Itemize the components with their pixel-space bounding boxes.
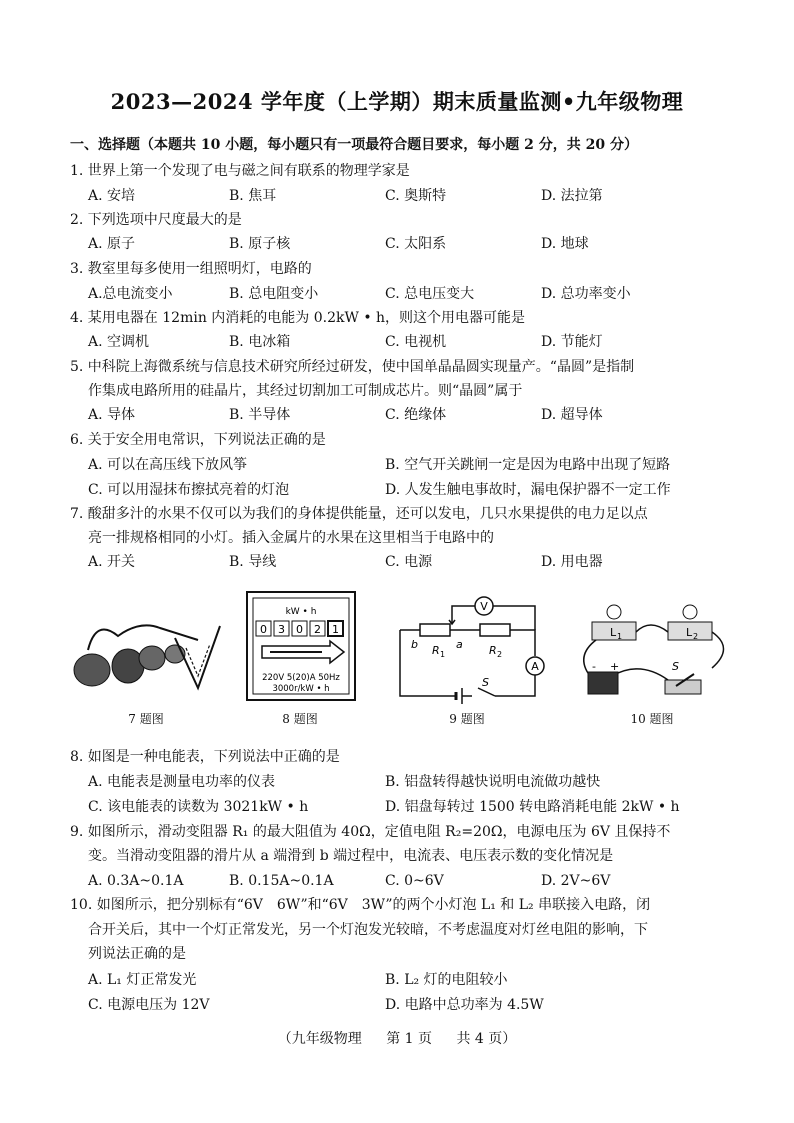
- q7-stem-line1: 7. 酸甜多汁的水果不仅可以为我们的身体提供能量，还可以发电，几只水果提供的电力足以点: [70, 506, 648, 522]
- meter-digit: 0: [296, 623, 303, 636]
- q10-option-a: A. L₁ 灯正常发光: [88, 972, 197, 988]
- q3-option-d: D. 总功率变小: [541, 286, 631, 302]
- q2-option-c: C. 太阳系: [385, 236, 447, 252]
- exam-title: 2023—2024 学年度（上学期）期末质量监测•九年级物理: [110, 89, 684, 114]
- q3-option-c: C. 总电压变大: [385, 286, 475, 302]
- q8-option-a: A. 电能表是测量电功率的仪表: [88, 774, 276, 790]
- terminal-a-label: a: [456, 638, 463, 651]
- q10-option-c: C. 电源电压为 12V: [88, 997, 210, 1013]
- bulb-circuit-figure: [584, 605, 724, 694]
- q10-stem-line2: 合开关后，其中一个灯正常发光，另一个灯泡发光较暗，不考虑温度对灯丝电阻的影响，下: [88, 922, 648, 938]
- l1-subscript: 1: [617, 632, 623, 641]
- r1-label: R: [432, 644, 440, 657]
- q2-stem: 2. 下列选项中尺度最大的是: [70, 212, 242, 228]
- meter-digit: 1: [332, 623, 339, 636]
- caption-fig9: 9 题图: [449, 712, 485, 726]
- q9-stem-line2: 变。当滑动变阻器的滑片从 a 端滑到 b 端过程中，电流表、电压表示数的变化情况是: [88, 848, 614, 864]
- q9-stem-line1: 9. 如图所示，滑动变阻器 R₁ 的最大阻值为 40Ω，定值电阻 R₂=20Ω，电源电压为 6V 且保持不: [70, 824, 671, 840]
- q7-option-a: A. 开关: [88, 554, 136, 570]
- q3-stem: 3. 教室里每多使用一组照明灯，电路的: [70, 261, 312, 277]
- q4-option-a: A. 空调机: [88, 334, 150, 350]
- meter-spec-1: 220V 5(20)A 50Hz: [262, 673, 340, 683]
- q1-option-c: C. 奥斯特: [385, 188, 447, 204]
- terminal-b-label: b: [411, 638, 418, 651]
- caption-fig7: 7 题图: [128, 712, 164, 726]
- q6-option-c: C. 可以用湿抹布擦拭亮着的灯泡: [88, 482, 290, 498]
- q6-option-b: B. 空气开关跳闸一定是因为电路中出现了短路: [385, 457, 671, 473]
- q9-option-a: A. 0.3A~0.1A: [88, 873, 184, 889]
- l2-subscript: 2: [693, 632, 699, 641]
- q9-option-c: C. 0~6V: [385, 873, 444, 889]
- voltmeter-label: V: [480, 600, 488, 613]
- figures-row: [0, 588, 794, 713]
- switch-s-label: S: [482, 676, 489, 689]
- q6-stem: 6. 关于安全用电常识，下列说法正确的是: [70, 432, 326, 448]
- meter-spec-2: 3000r/kW • h: [272, 684, 330, 694]
- ammeter-label: A: [531, 660, 539, 673]
- q2-option-d: D. 地球: [541, 236, 589, 252]
- page-footer: [0, 1028, 794, 1048]
- q1-stem: 1. 世界上第一个发现了电与磁之间有联系的物理学家是: [70, 163, 410, 179]
- q8-option-c: C. 该电能表的读数为 3021kW • h: [88, 799, 309, 815]
- q9-option-b: B. 0.15A~0.1A: [229, 873, 334, 889]
- q7-option-c: C. 电源: [385, 554, 433, 570]
- battery-plus: +: [610, 660, 620, 673]
- q6-option-a: A. 可以在高压线下放风筝: [88, 457, 248, 473]
- q3-option-a: A.总电流变小: [88, 286, 173, 302]
- q5-option-a: A. 导体: [88, 407, 136, 423]
- q10-option-b: B. L₂ 灯的电阻较小: [385, 972, 508, 988]
- q8-stem: 8. 如图是一种电能表，下列说法中正确的是: [70, 749, 340, 765]
- r1-subscript: 1: [440, 650, 446, 659]
- q7-option-d: D. 用电器: [541, 554, 603, 570]
- q5-option-b: B. 半导体: [229, 407, 291, 423]
- footer-subject: （九年级物理: [277, 1031, 362, 1047]
- q2-option-b: B. 原子核: [229, 236, 291, 252]
- q7-stem-line2: 亮一排规格相同的小灯。插入金属片的水果在这里相当于电路中的: [88, 530, 494, 546]
- q5-stem-line1: 5. 中科院上海微系统与信息技术研究所经过研发，使中国单晶晶圆实现量产。“晶圆”是指制: [70, 359, 635, 375]
- q4-option-d: D. 节能灯: [541, 334, 603, 350]
- q9-option-d: D. 2V~6V: [541, 873, 611, 889]
- battery-minus: -: [592, 660, 596, 673]
- q7-option-b: B. 导线: [229, 554, 277, 570]
- q5-option-c: C. 绝缘体: [385, 407, 447, 423]
- q5-option-d: D. 超导体: [541, 407, 603, 423]
- meter-digit: 2: [314, 623, 321, 636]
- q1-option-d: D. 法拉第: [541, 188, 603, 204]
- section-heading: 一、选择题（本题共 10 小题，每小题只有一项最符合题目要求，每小题 2 分，共 20 分）: [70, 137, 638, 153]
- switch-s10-label: S: [672, 660, 679, 673]
- footer-page-total: 共 4 页）: [456, 1031, 517, 1047]
- r2-label: R: [489, 644, 497, 657]
- l2-label: L: [686, 626, 693, 639]
- circuit-diagram-9: [400, 597, 544, 704]
- l1-label: L: [610, 626, 617, 639]
- q8-option-b: B. 铝盘转得越快说明电流做功越快: [385, 774, 601, 790]
- fruit-battery-figure: [74, 625, 220, 688]
- q3-option-b: B. 总电阻变小: [229, 286, 319, 302]
- meter-digit: 3: [278, 623, 285, 636]
- circuit-labels-9: [411, 600, 539, 689]
- q4-option-b: B. 电冰箱: [229, 334, 291, 350]
- q4-stem: 4. 某用电器在 12min 内消耗的电能为 0.2kW • h，则这个用电器可能是: [70, 310, 526, 326]
- caption-fig8: 8 题图: [282, 712, 318, 726]
- q5-stem-line2: 作集成电路所用的硅晶片，其经过切割加工可制成芯片。则“晶圆”属于: [88, 383, 523, 399]
- q4-option-c: C. 电视机: [385, 334, 447, 350]
- meter-unit: kW • h: [285, 607, 317, 617]
- q1-option-b: B. 焦耳: [229, 188, 277, 204]
- q10-stem-line1: 10. 如图所示，把分别标有“6V 6W”和“6V 3W”的两个小灯泡 L₁ 和 L₂ 串联接入电路，闭: [70, 897, 651, 913]
- meter-digits: [256, 621, 343, 636]
- caption-fig10: 10 题图: [630, 712, 674, 726]
- meter-digit: 0: [260, 623, 267, 636]
- q2-option-a: A. 原子: [88, 236, 136, 252]
- q6-option-d: D. 人发生触电事故时，漏电保护器不一定工作: [385, 482, 671, 498]
- q8-option-d: D. 铝盘每转过 1500 转电路消耗电能 2kW • h: [385, 799, 680, 815]
- q10-option-d: D. 电路中总功率为 4.5W: [385, 997, 544, 1013]
- energy-meter-figure: [247, 592, 355, 700]
- footer-page-number: 第 1 页: [386, 1031, 432, 1047]
- r2-subscript: 2: [497, 650, 503, 659]
- q1-option-a: A. 安培: [88, 188, 136, 204]
- q10-stem-line3: 列说法正确的是: [88, 946, 186, 962]
